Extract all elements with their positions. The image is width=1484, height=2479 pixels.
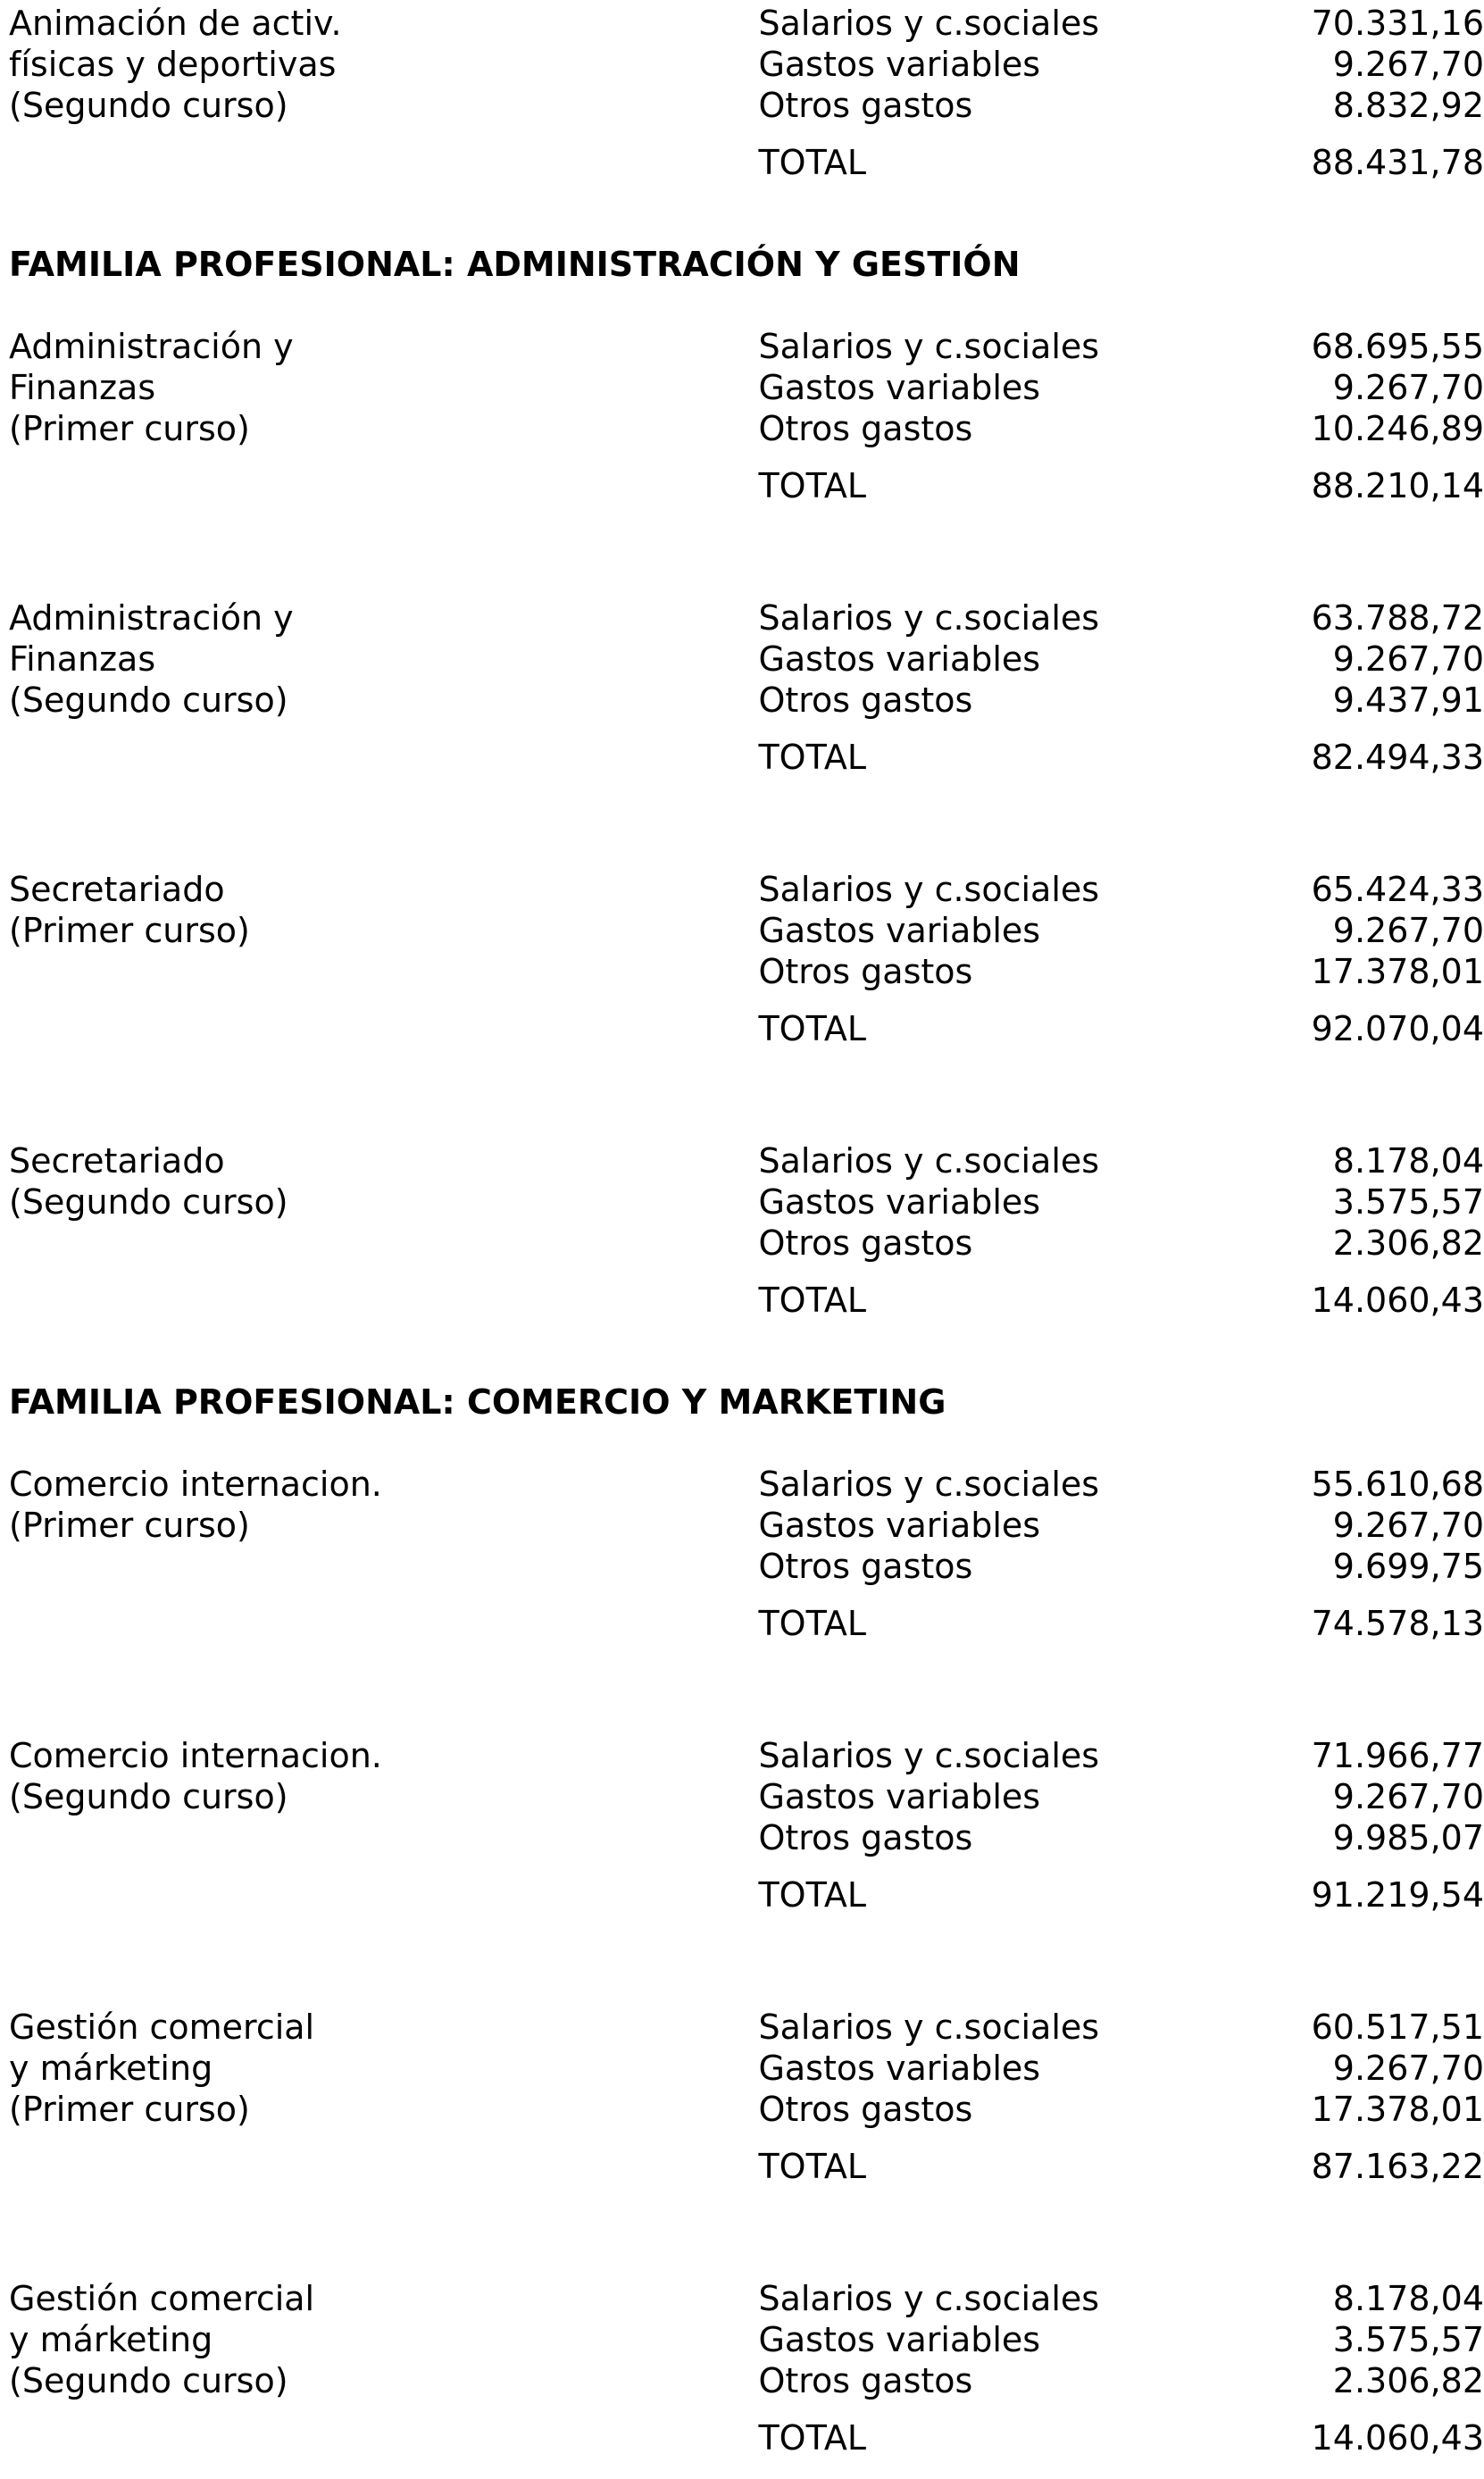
cost-label: Salarios y c.sociales — [758, 1736, 1100, 1775]
cost-value: 8.832,92 — [1332, 86, 1484, 125]
program-row — [9, 1179, 1484, 1220]
cost-label: Gastos variables — [758, 368, 1041, 407]
program-name-line: (Segundo curso) — [9, 680, 288, 720]
cost-value: 17.378,01 — [1311, 2090, 1484, 2129]
total-label: TOTAL — [758, 2418, 867, 2458]
program-block — [9, 866, 1484, 1047]
cost-value: 68.695,55 — [1311, 327, 1484, 366]
cost-value: 9.267,70 — [1332, 2049, 1484, 2088]
program-row — [9, 2086, 1484, 2127]
program-name-line: (Segundo curso) — [9, 1182, 288, 1222]
cost-label: Otros gastos — [758, 680, 973, 720]
cost-label: Gastos variables — [758, 639, 1041, 679]
cost-value: 9.267,70 — [1332, 1777, 1484, 1816]
program-block — [9, 2004, 1484, 2184]
program-row — [9, 1543, 1484, 1584]
program-name-line: (Segundo curso) — [9, 2361, 288, 2400]
program-name-line: (Primer curso) — [9, 1506, 250, 1545]
program-row — [9, 2004, 1484, 2045]
cost-value: 60.517,51 — [1311, 2007, 1484, 2047]
cost-label: Otros gastos — [758, 952, 973, 991]
program-row — [9, 636, 1484, 677]
program-block — [9, 1732, 1484, 1913]
program-name-line: físicas y deportivas — [9, 45, 337, 84]
cost-value: 9.267,70 — [1332, 45, 1484, 84]
total-value: 14.060,43 — [1311, 2418, 1484, 2458]
cost-label: Otros gastos — [758, 409, 973, 448]
program-row — [9, 907, 1484, 948]
total-row — [9, 2415, 1484, 2456]
program-name-line: Secretariado — [9, 870, 225, 909]
program-row — [9, 82, 1484, 123]
cost-label: Salarios y c.sociales — [758, 2007, 1100, 2047]
cost-value: 2.306,82 — [1332, 1223, 1484, 1263]
total-value: 92.070,04 — [1311, 1009, 1484, 1048]
cost-value: 55.610,68 — [1311, 1465, 1484, 1504]
program-row — [9, 866, 1484, 907]
program-row — [9, 1138, 1484, 1179]
cost-value: 9.267,70 — [1332, 639, 1484, 679]
cost-label: Gastos variables — [758, 911, 1041, 950]
cost-label: Otros gastos — [758, 86, 973, 125]
program-name-line: Finanzas — [9, 639, 156, 679]
program-name-line: (Segundo curso) — [9, 1777, 288, 1816]
total-label: TOTAL — [758, 1009, 867, 1048]
program-row — [9, 323, 1484, 364]
program-row — [9, 595, 1484, 636]
program-name-line: y márketing — [9, 2320, 213, 2359]
program-row — [9, 1774, 1484, 1815]
program-name-line: Administración y — [9, 327, 294, 366]
program-block — [9, 1461, 1484, 1641]
program-row — [9, 2045, 1484, 2086]
program-row — [9, 1732, 1484, 1774]
program-name-line: (Segundo curso) — [9, 86, 288, 125]
cost-label: Gastos variables — [758, 45, 1041, 84]
cost-value: 8.178,04 — [1332, 1141, 1484, 1181]
total-label: TOTAL — [758, 1875, 867, 1915]
program-row — [9, 1220, 1484, 1261]
total-label: TOTAL — [758, 1604, 867, 1643]
total-value: 82.494,33 — [1311, 738, 1484, 777]
cost-label: Gastos variables — [758, 1182, 1041, 1222]
cost-label: Otros gastos — [758, 1818, 973, 1857]
cost-label: Otros gastos — [758, 2090, 973, 2129]
total-value: 14.060,43 — [1311, 1281, 1484, 1320]
cost-value: 9.985,07 — [1332, 1818, 1484, 1857]
total-value: 88.431,78 — [1311, 143, 1484, 182]
cost-value: 71.966,77 — [1311, 1736, 1484, 1775]
program-name-line: Comercio internacion. — [9, 1465, 382, 1504]
cost-value: 10.246,89 — [1311, 409, 1484, 448]
cost-value: 9.267,70 — [1332, 911, 1484, 950]
program-name-line: Finanzas — [9, 368, 156, 407]
cost-label: Salarios y c.sociales — [758, 598, 1100, 638]
total-row — [9, 2143, 1484, 2184]
program-row — [9, 405, 1484, 447]
family-heading: FAMILIA PROFESIONAL: COMERCIO Y MARKETING — [9, 1382, 946, 1422]
cost-value: 9.699,75 — [1332, 1547, 1484, 1586]
program-name-line: y márketing — [9, 2049, 213, 2088]
total-row — [9, 1277, 1484, 1318]
program-row — [9, 1502, 1484, 1543]
document-page — [9, 0, 1484, 2456]
program-row — [9, 2275, 1484, 2316]
program-row — [9, 2358, 1484, 2399]
program-name-line: (Primer curso) — [9, 911, 250, 950]
program-name-line: Secretariado — [9, 1141, 225, 1181]
total-row — [9, 734, 1484, 775]
total-label: TOTAL — [758, 738, 867, 777]
cost-value: 3.575,57 — [1332, 1182, 1484, 1222]
total-label: TOTAL — [758, 466, 867, 505]
cost-label: Otros gastos — [758, 2361, 973, 2400]
total-label: TOTAL — [758, 143, 867, 182]
cost-label: Salarios y c.sociales — [758, 327, 1100, 366]
cost-value: 70.331,16 — [1311, 4, 1484, 43]
cost-value: 63.788,72 — [1311, 598, 1484, 638]
cost-value: 2.306,82 — [1332, 2361, 1484, 2400]
program-name-line: Gestión comercial — [9, 2279, 315, 2318]
cost-label: Gastos variables — [758, 1506, 1041, 1545]
program-name-line: Comercio internacion. — [9, 1736, 382, 1775]
cost-label: Gastos variables — [758, 2320, 1041, 2359]
cost-label: Gastos variables — [758, 2049, 1041, 2088]
total-value: 74.578,13 — [1311, 1604, 1484, 1643]
total-label: TOTAL — [758, 1281, 867, 1320]
total-row — [9, 463, 1484, 504]
program-row — [9, 41, 1484, 82]
program-name-line: (Primer curso) — [9, 2090, 250, 2129]
program-block — [9, 1138, 1484, 1318]
program-name-line: (Primer curso) — [9, 409, 250, 448]
cost-label: Salarios y c.sociales — [758, 1465, 1100, 1504]
cost-label: Otros gastos — [758, 1223, 973, 1263]
family-heading: FAMILIA PROFESIONAL: ADMINISTRACIÓN Y GESTIÓN — [9, 245, 1021, 284]
cost-value: 8.178,04 — [1332, 2279, 1484, 2318]
total-label: TOTAL — [758, 2147, 867, 2186]
total-value: 87.163,22 — [1311, 2147, 1484, 2186]
total-row — [9, 1600, 1484, 1641]
cost-label: Salarios y c.sociales — [758, 2279, 1100, 2318]
program-row — [9, 1461, 1484, 1502]
cost-value: 9.437,91 — [1332, 680, 1484, 720]
cost-label: Otros gastos — [758, 1547, 973, 1586]
cost-value: 3.575,57 — [1332, 2320, 1484, 2359]
cost-value: 9.267,70 — [1332, 1506, 1484, 1545]
total-value: 88.210,14 — [1311, 466, 1484, 505]
cost-label: Gastos variables — [758, 1777, 1041, 1816]
total-row — [9, 1872, 1484, 1913]
cost-label: Salarios y c.sociales — [758, 4, 1100, 43]
program-row — [9, 0, 1484, 41]
program-name-line: Administración y — [9, 598, 294, 638]
program-block — [9, 2275, 1484, 2456]
total-row — [9, 139, 1484, 180]
program-block — [9, 323, 1484, 504]
cost-value: 9.267,70 — [1332, 368, 1484, 407]
cost-label: Salarios y c.sociales — [758, 870, 1100, 909]
program-row — [9, 2316, 1484, 2358]
program-name-line: Gestión comercial — [9, 2007, 315, 2047]
program-block — [9, 595, 1484, 775]
total-row — [9, 1006, 1484, 1047]
program-row — [9, 677, 1484, 718]
cost-value: 17.378,01 — [1311, 952, 1484, 991]
program-name-line: Animación de activ. — [9, 4, 342, 43]
cost-label: Salarios y c.sociales — [758, 1141, 1100, 1181]
cost-value: 65.424,33 — [1311, 870, 1484, 909]
program-block — [9, 0, 1484, 180]
program-row — [9, 948, 1484, 989]
total-value: 91.219,54 — [1311, 1875, 1484, 1915]
program-row — [9, 364, 1484, 405]
program-row — [9, 1815, 1484, 1856]
